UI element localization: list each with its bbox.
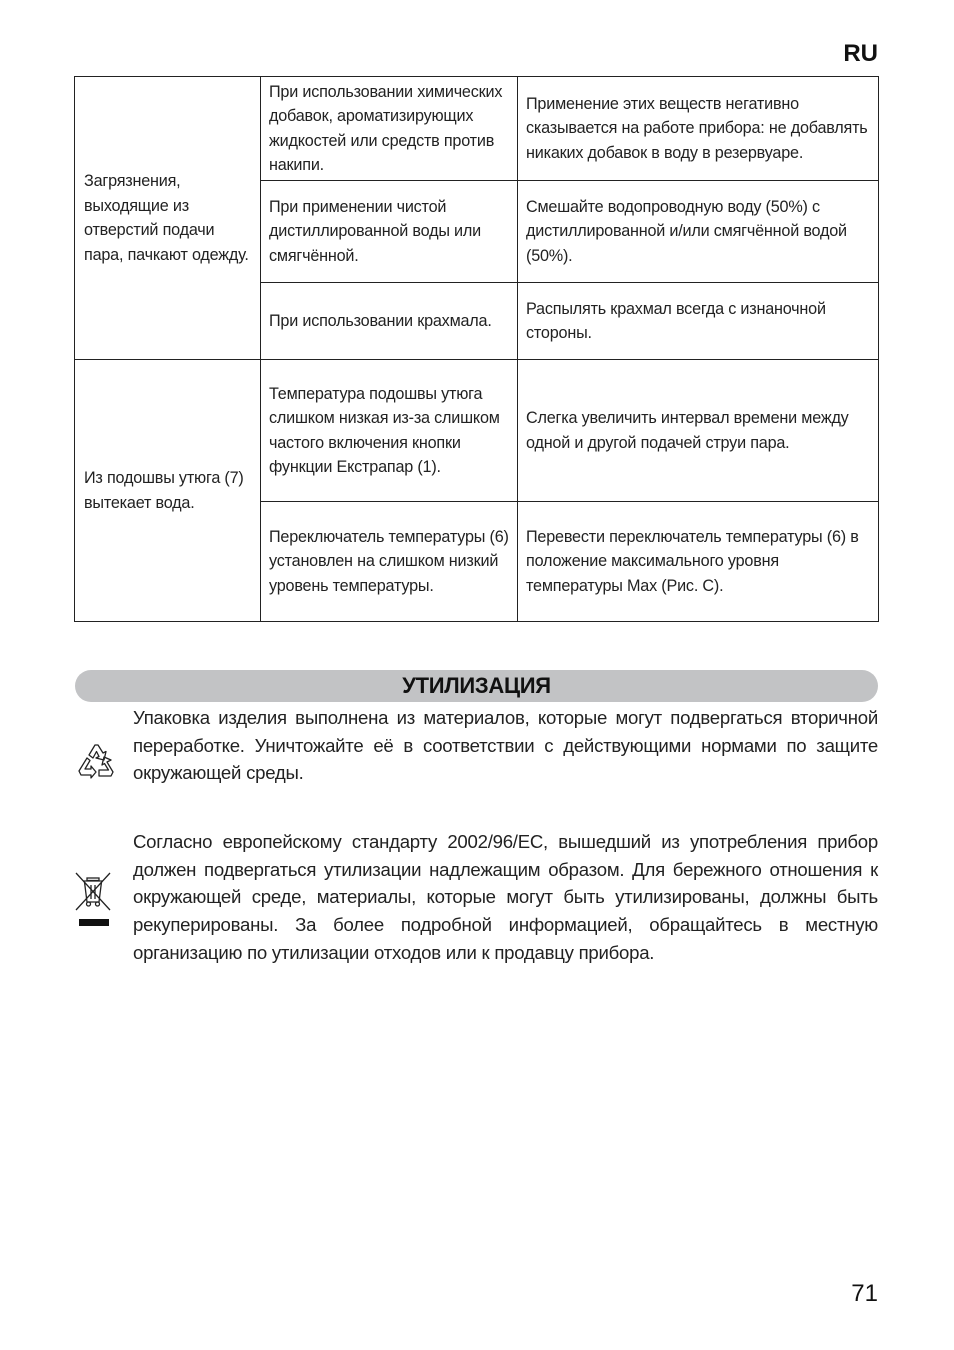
- table-row: [75, 360, 879, 502]
- remedy-cell: Перевести переключатель температуры (6) в положение максимального уровня температуры Max (Рис. C).: [518, 502, 879, 622]
- cause-cell: При применении чистой дистиллированной воды или смягчённой.: [261, 181, 518, 283]
- cause-cell: Температура подошвы утюга слишком низкая из-за слишком частого включения кнопки функции Екстрапар (1).: [261, 360, 518, 502]
- table-row: [75, 77, 879, 181]
- remedy-cell: Распылять крахмал всегда с изнаночной стороны.: [518, 283, 879, 360]
- section-heading-banner: [75, 670, 878, 702]
- remedy-cell: Смешайте водопроводную воду (50%) с дистиллированной и/или смягчённой водой (50%).: [518, 181, 879, 283]
- problem-cell: Загрязнения, выходящие из отверстий подачи пара, пачкают одежду.: [75, 77, 261, 360]
- remedy-cell: Слегка увеличить интервал времени между одной и другой подачей струи пара.: [518, 360, 879, 502]
- page-number: 71: [851, 1280, 878, 1307]
- recycle-icon: [74, 738, 118, 782]
- cause-cell: При использовании химических добавок, ароматизирующих жидкостей или средств против накипи.: [261, 77, 518, 181]
- troubleshooting-table: [74, 76, 879, 622]
- remedy-cell: Применение этих веществ негативно сказывается на работе прибора: не добавлять никаких добавок в воду в резервуаре.: [518, 77, 879, 181]
- crossed-bin-icon: [74, 870, 114, 928]
- cause-cell: При использовании крахмала.: [261, 283, 518, 360]
- packaging-paragraph: Упаковка изделия выполнена из материалов, которые могут подвергаться вторичной переработке. Уничтожайте её в соответствии с действующими нормами по защите окружающей среды.: [133, 707, 878, 784]
- problem-cell: Из подошвы утюга (7) вытекает вода.: [75, 360, 261, 622]
- weee-paragraph: Согласно европейскому стандарту 2002/96/EC, вышедший из употребления прибор должен подвергаться утилизации надлежащим образом. Для бережного отношения к окружающей среде, материалы, которые могут быть утилизированы, должны быть рекуперированы. За более подробной информацией, обращайтесь в местную организацию по утилизации отходов или к продавцу прибора.: [133, 831, 878, 963]
- cause-cell: Переключатель температуры (6) установлен на слишком низкий уровень температуры.: [261, 502, 518, 622]
- section-title: УТИЛИЗАЦИЯ: [402, 673, 551, 698]
- language-code: RU: [843, 40, 878, 67]
